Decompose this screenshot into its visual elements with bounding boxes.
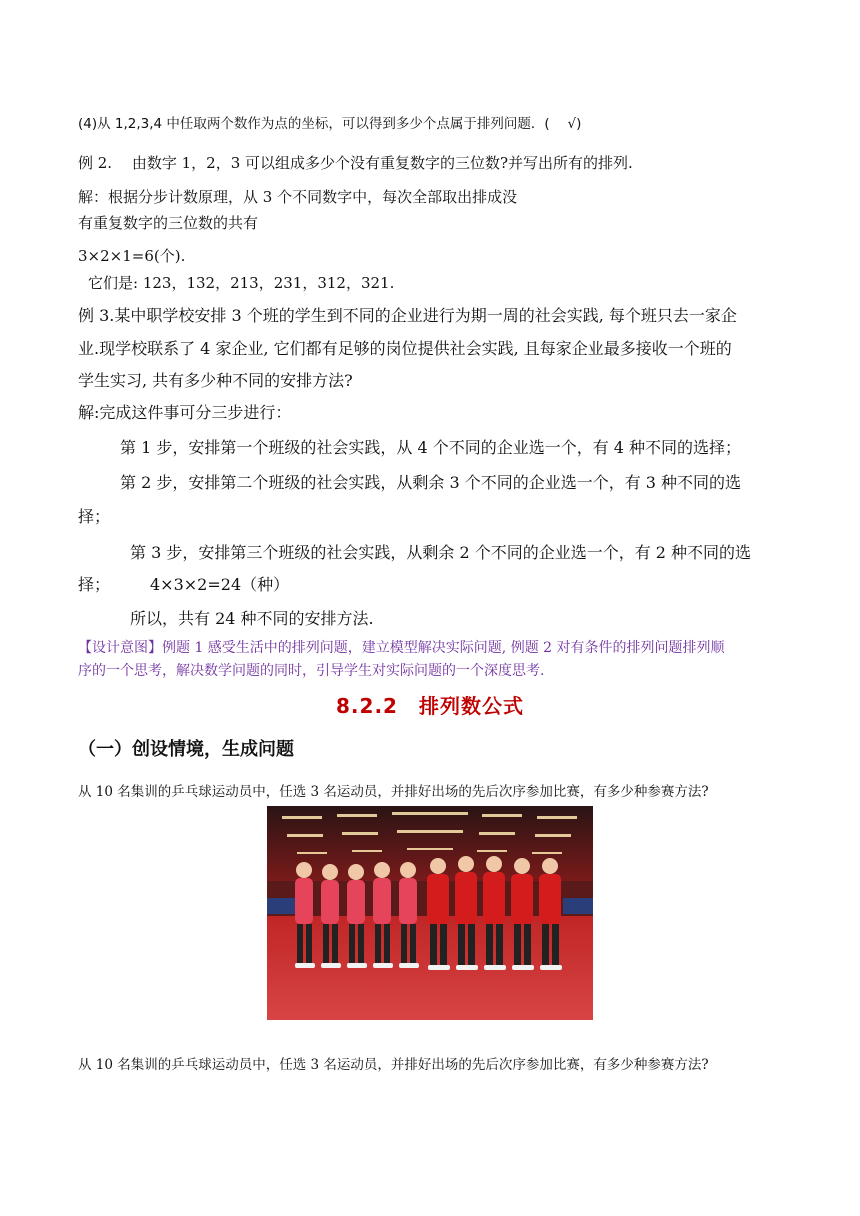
solution-3-intro: 解:完成这件事可分三步进行： xyxy=(78,403,292,422)
conclusion: 所以，共有 24 种不同的安排方法. xyxy=(130,609,374,628)
example-3-line3: 学生实习, 共有多少种不同的安排方法? xyxy=(78,371,353,390)
design-intent-line2: 序的一个思考，解决数学问题的同时，引导学生对实际问题的一个深度思考. xyxy=(78,663,545,679)
step-3: 第 3 步，安排第三个班级的社会实践，从剩余 2 个不同的企业选一个，有 2 种不同的选 xyxy=(130,543,752,562)
solution-2-list: 它们是: 123，132，213，231，312，321. xyxy=(88,274,395,292)
solution-2-line1: 解：根据分步计数原理，从 3 个不同数字中，每次全部取出排成没 xyxy=(78,188,518,206)
section-title: 8.2.2 排列数公式 xyxy=(336,694,524,718)
table-tennis-team-photo xyxy=(267,806,593,1020)
subsection-heading: （一）创设情境，生成问题 xyxy=(78,739,294,760)
example-3-line2: 业.现学校联系了 4 家企业, 它们都有足够的岗位提供社会实践, 且每家企业最多接收一个班的 xyxy=(78,339,732,358)
step-1: 第 1 步，安排第一个班级的社会实践，从 4 个不同的企业选一个，有 4 种不同的选择； xyxy=(120,438,742,457)
solution-2-line2: 有重复数字的三位数的共有 xyxy=(78,214,259,232)
step-2: 第 2 步，安排第二个班级的社会实践，从剩余 3 个不同的企业选一个，有 3 种不同的选 xyxy=(120,473,742,492)
step-2-cont: 择； xyxy=(78,507,111,526)
example-2: 例 2. 由数字 1，2，3 可以组成多少个没有重复数字的三位数?并写出所有的排列. xyxy=(78,154,633,172)
question-2: 从 10 名集训的乒乓球运动员中，任选 3 名运动员，并排好出场的先后次序参加比赛，有多少种参赛方法? xyxy=(78,1057,709,1073)
item-4: (4)从 1,2,3,4 中任取两个数作为点的坐标，可以得到多少个点属于排列问题．( √) xyxy=(78,116,582,132)
step-3-cont: 择； 4×3×2=24（种） xyxy=(78,575,290,594)
example-3-line1: 例 3.某中职学校安排 3 个班的学生到不同的企业进行为期一周的社会实践, 每个班只去一家企 xyxy=(78,306,737,325)
solution-2-formula: 3×2×1=6(个). xyxy=(78,247,186,265)
design-intent-line1: 【设计意图】例题 1 感受生活中的排列问题，建立模型解决实际问题, 例题 2 对有条件的排列问题排列顺 xyxy=(78,640,725,656)
question-1: 从 10 名集训的乒乓球运动员中，任选 3 名运动员，并排好出场的先后次序参加比赛，有多少种参赛方法? xyxy=(78,784,709,800)
